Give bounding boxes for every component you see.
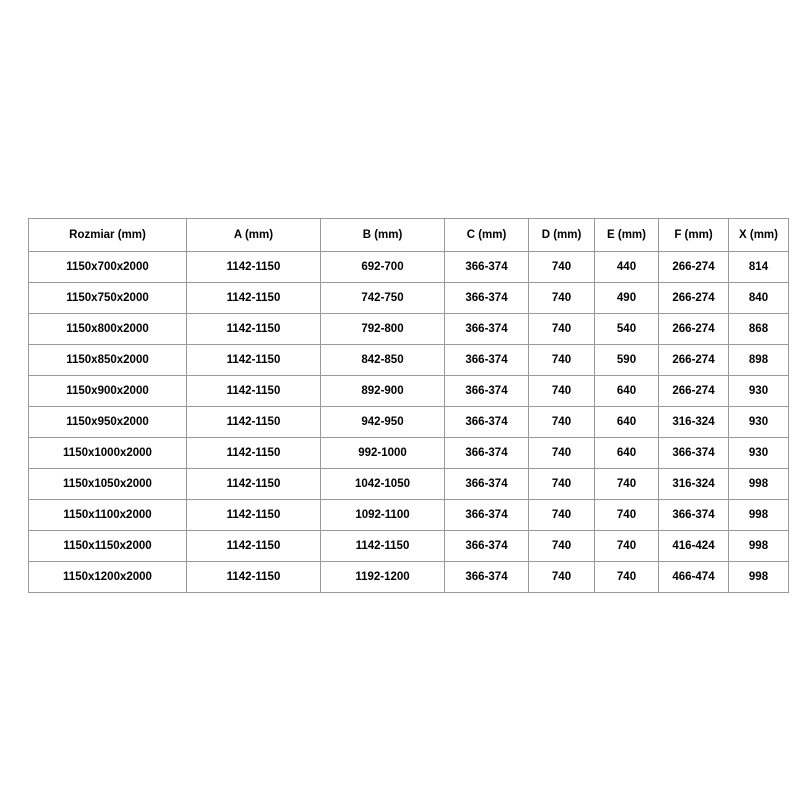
cell-b: 1042-1050: [321, 469, 445, 500]
cell-c: 366-374: [445, 531, 529, 562]
cell-b: 942-950: [321, 407, 445, 438]
column-header-c: C (mm): [445, 219, 529, 252]
cell-e: 740: [595, 531, 659, 562]
cell-a: 1142-1150: [187, 252, 321, 283]
cell-x: 898: [729, 345, 789, 376]
cell-c: 366-374: [445, 500, 529, 531]
cell-a: 1142-1150: [187, 314, 321, 345]
cell-a: 1142-1150: [187, 500, 321, 531]
cell-e: 540: [595, 314, 659, 345]
cell-f: 416-424: [659, 531, 729, 562]
column-header-a: A (mm): [187, 219, 321, 252]
table-row: [29, 314, 789, 345]
cell-f: 466-474: [659, 562, 729, 593]
cell-a: 1142-1150: [187, 283, 321, 314]
cell-d: 740: [529, 345, 595, 376]
cell-f: 266-274: [659, 283, 729, 314]
cell-b: 1142-1150: [321, 531, 445, 562]
cell-c: 366-374: [445, 562, 529, 593]
cell-a: 1142-1150: [187, 345, 321, 376]
cell-d: 740: [529, 562, 595, 593]
cell-d: 740: [529, 531, 595, 562]
cell-e: 640: [595, 438, 659, 469]
cell-a: 1142-1150: [187, 562, 321, 593]
cell-c: 366-374: [445, 438, 529, 469]
size-table-container: [28, 218, 778, 593]
table-row: [29, 283, 789, 314]
cell-a: 1142-1150: [187, 376, 321, 407]
cell-f: 366-374: [659, 438, 729, 469]
cell-rozmiar: 1150x800x2000: [29, 314, 187, 345]
cell-d: 740: [529, 376, 595, 407]
cell-b: 992-1000: [321, 438, 445, 469]
cell-b: 842-850: [321, 345, 445, 376]
cell-rozmiar: 1150x1150x2000: [29, 531, 187, 562]
cell-f: 266-274: [659, 314, 729, 345]
cell-d: 740: [529, 469, 595, 500]
cell-rozmiar: 1150x1050x2000: [29, 469, 187, 500]
cell-c: 366-374: [445, 345, 529, 376]
cell-c: 366-374: [445, 314, 529, 345]
cell-x: 930: [729, 407, 789, 438]
table-row: [29, 562, 789, 593]
cell-e: 740: [595, 562, 659, 593]
table-row: [29, 438, 789, 469]
cell-a: 1142-1150: [187, 407, 321, 438]
cell-rozmiar: 1150x750x2000: [29, 283, 187, 314]
table-row: [29, 469, 789, 500]
cell-x: 930: [729, 438, 789, 469]
cell-a: 1142-1150: [187, 438, 321, 469]
cell-e: 440: [595, 252, 659, 283]
cell-b: 1192-1200: [321, 562, 445, 593]
cell-c: 366-374: [445, 283, 529, 314]
cell-x: 998: [729, 531, 789, 562]
cell-b: 792-800: [321, 314, 445, 345]
column-header-e: E (mm): [595, 219, 659, 252]
cell-x: 998: [729, 500, 789, 531]
cell-f: 316-324: [659, 407, 729, 438]
cell-e: 640: [595, 407, 659, 438]
cell-rozmiar: 1150x850x2000: [29, 345, 187, 376]
size-table: [28, 218, 789, 593]
table-row: [29, 252, 789, 283]
cell-rozmiar: 1150x700x2000: [29, 252, 187, 283]
cell-c: 366-374: [445, 252, 529, 283]
cell-b: 742-750: [321, 283, 445, 314]
cell-f: 266-274: [659, 345, 729, 376]
table-header: [29, 219, 789, 252]
cell-d: 740: [529, 252, 595, 283]
column-header-d: D (mm): [529, 219, 595, 252]
cell-x: 814: [729, 252, 789, 283]
cell-f: 266-274: [659, 376, 729, 407]
cell-f: 366-374: [659, 500, 729, 531]
table-row: [29, 345, 789, 376]
cell-d: 740: [529, 407, 595, 438]
cell-e: 640: [595, 376, 659, 407]
cell-d: 740: [529, 500, 595, 531]
table-body: [29, 252, 789, 593]
cell-x: 840: [729, 283, 789, 314]
cell-rozmiar: 1150x900x2000: [29, 376, 187, 407]
cell-a: 1142-1150: [187, 469, 321, 500]
cell-d: 740: [529, 283, 595, 314]
table-row: [29, 500, 789, 531]
table-row: [29, 376, 789, 407]
cell-d: 740: [529, 314, 595, 345]
table-header-row: [29, 219, 789, 252]
cell-c: 366-374: [445, 376, 529, 407]
cell-c: 366-374: [445, 469, 529, 500]
cell-b: 892-900: [321, 376, 445, 407]
cell-b: 1092-1100: [321, 500, 445, 531]
cell-e: 590: [595, 345, 659, 376]
column-header-f: F (mm): [659, 219, 729, 252]
cell-f: 316-324: [659, 469, 729, 500]
cell-c: 366-374: [445, 407, 529, 438]
column-header-b: B (mm): [321, 219, 445, 252]
table-row: [29, 531, 789, 562]
cell-x: 930: [729, 376, 789, 407]
column-header-x: X (mm): [729, 219, 789, 252]
cell-e: 740: [595, 500, 659, 531]
cell-a: 1142-1150: [187, 531, 321, 562]
table-row: [29, 407, 789, 438]
cell-b: 692-700: [321, 252, 445, 283]
cell-rozmiar: 1150x1000x2000: [29, 438, 187, 469]
cell-d: 740: [529, 438, 595, 469]
cell-f: 266-274: [659, 252, 729, 283]
cell-x: 998: [729, 469, 789, 500]
cell-rozmiar: 1150x950x2000: [29, 407, 187, 438]
column-header-rozmiar: Rozmiar (mm): [29, 219, 187, 252]
cell-rozmiar: 1150x1200x2000: [29, 562, 187, 593]
cell-e: 490: [595, 283, 659, 314]
cell-rozmiar: 1150x1100x2000: [29, 500, 187, 531]
cell-x: 998: [729, 562, 789, 593]
cell-e: 740: [595, 469, 659, 500]
cell-x: 868: [729, 314, 789, 345]
